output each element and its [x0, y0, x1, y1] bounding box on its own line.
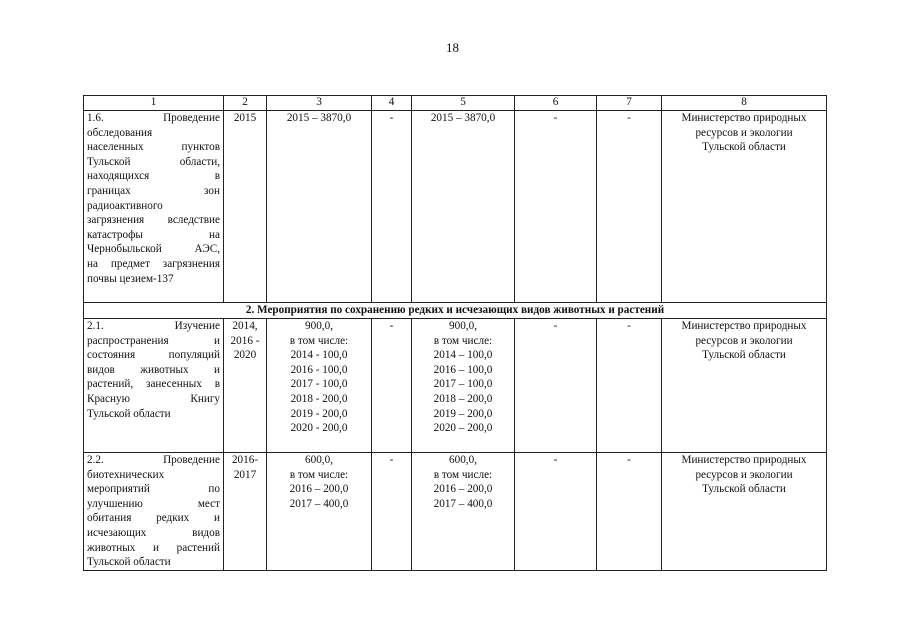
- column-number: 8: [662, 96, 827, 111]
- responsible-executor: [662, 319, 827, 453]
- measure-name-line: животных и растений: [87, 541, 220, 554]
- total-funding: [267, 453, 372, 571]
- measure-name-line: катастрофы на: [87, 228, 220, 241]
- measure-name-line: мероприятий по: [87, 483, 220, 496]
- regional-funding: [412, 111, 515, 303]
- total-funding-line: 2014 - 100,0: [290, 349, 348, 362]
- total-funding-line: 2017 – 400,0: [289, 497, 349, 510]
- local-funding: -: [515, 111, 597, 303]
- measure-name-line: загрязнения вследствие: [87, 214, 220, 227]
- measure-name-line: границах зон: [87, 184, 220, 197]
- page-number: 18: [446, 40, 459, 55]
- measure-name-line: радиоактивного: [87, 199, 163, 212]
- responsible-executor-line: ресурсов и экологии: [695, 468, 793, 481]
- regional-funding-line: 600,0,: [449, 454, 477, 466]
- responsible-executor-line: Тульской области: [702, 349, 786, 362]
- implementation-years-line: 2015: [233, 112, 257, 124]
- measure-name-line: состояния популяций: [87, 349, 220, 362]
- regional-funding-line: 2017 – 100,0: [433, 378, 493, 391]
- total-funding-line: 2020 - 200,0: [290, 422, 348, 435]
- responsible-executor-line: ресурсов и экологии: [695, 126, 793, 139]
- other-funding: -: [597, 319, 662, 453]
- measure-name-line: 2.1. Изучение: [87, 320, 220, 332]
- column-number-header: [84, 96, 827, 111]
- regional-funding: [412, 319, 515, 453]
- measure-name-line: растений, занесенных в: [87, 378, 220, 391]
- responsible-executor-line: Тульской области: [702, 483, 786, 496]
- responsible-executor-line: ресурсов и экологии: [695, 334, 793, 347]
- responsible-executor: [662, 111, 827, 303]
- implementation-years-line: 2014,: [232, 320, 258, 332]
- measure-name: [84, 319, 224, 453]
- measure-name-line: видов животных и: [87, 363, 220, 376]
- total-funding-line: 2016 – 200,0: [289, 483, 349, 496]
- column-number: 4: [372, 96, 412, 111]
- implementation-years-line: 2016 -: [230, 334, 260, 347]
- regional-funding-line: 2020 – 200,0: [433, 422, 493, 435]
- total-funding: [267, 111, 372, 303]
- total-funding-line: 900,0,: [305, 320, 333, 332]
- regional-funding-line: 2014 – 100,0: [433, 349, 493, 362]
- responsible-executor: [662, 453, 827, 571]
- implementation-years-line: 2016-: [231, 454, 259, 466]
- local-funding: -: [515, 319, 597, 453]
- total-funding-line: в том числе:: [289, 468, 349, 481]
- total-funding: [267, 319, 372, 453]
- column-number: 6: [515, 96, 597, 111]
- other-funding: -: [597, 453, 662, 571]
- federal-funding: -: [372, 453, 412, 571]
- total-funding-line: в том числе:: [289, 334, 349, 347]
- measure-name-line: Красную Книгу: [87, 392, 220, 405]
- measure-name-line: улучшению мест: [87, 497, 220, 510]
- measure-name-line: Чернобыльской АЭС,: [87, 243, 220, 256]
- measure-name-line: обследования: [87, 126, 153, 139]
- total-funding-line: 2017 - 100,0: [290, 378, 348, 391]
- local-funding: -: [515, 453, 597, 571]
- section-heading-row: [84, 303, 827, 319]
- measure-name-line: почвы цезием-137: [87, 272, 174, 285]
- measure-name-line: населенных пунктов: [87, 141, 220, 154]
- measure-name-line: 2.2. Проведение: [87, 454, 220, 466]
- responsible-executor-line: Министерство природных: [681, 320, 807, 332]
- table-row: [84, 111, 827, 303]
- measure-name: [84, 111, 224, 303]
- measure-name-line: исчезающих видов: [87, 526, 220, 539]
- measure-name-line: Тульской области: [87, 407, 171, 420]
- implementation-years-line: 2017: [233, 468, 257, 481]
- regional-funding: [412, 453, 515, 571]
- column-number: 2: [224, 96, 267, 111]
- measure-name-line: Тульской области: [87, 556, 171, 569]
- measures-table: [83, 95, 827, 571]
- total-funding-line: 2016 - 100,0: [290, 363, 348, 376]
- regional-funding-line: 2019 – 200,0: [433, 407, 493, 420]
- column-number: 1: [84, 96, 224, 111]
- regional-funding-line: 2017 – 400,0: [433, 497, 493, 510]
- measure-name: [84, 453, 224, 571]
- measure-name-line: находящихся в: [87, 170, 220, 183]
- measure-name-line: обитания редких и: [87, 512, 220, 525]
- implementation-years-line: 2020: [233, 349, 257, 362]
- regional-funding-line: в том числе:: [433, 334, 493, 347]
- responsible-executor-line: Министерство природных: [681, 454, 807, 466]
- measure-name-line: биотехнических: [87, 468, 165, 481]
- implementation-years: [224, 453, 267, 571]
- other-funding: -: [597, 111, 662, 303]
- federal-funding: -: [372, 111, 412, 303]
- measure-name-line: распространения и: [87, 334, 220, 347]
- total-funding-line: 2019 - 200,0: [290, 407, 348, 420]
- regional-funding-line: в том числе:: [433, 468, 493, 481]
- column-number: 5: [412, 96, 515, 111]
- regional-funding-line: 2015 – 3870,0: [430, 112, 496, 124]
- total-funding-line: 600,0,: [305, 454, 333, 466]
- measure-name-line: Тульской области,: [87, 155, 220, 168]
- measure-name-line: 1.6. Проведение: [87, 112, 220, 124]
- column-number: 7: [597, 96, 662, 111]
- measure-name-line: на предмет загрязнения: [87, 257, 220, 270]
- regional-funding-line: 2018 – 200,0: [433, 392, 493, 405]
- total-funding-line: 2015 – 3870,0: [286, 112, 352, 124]
- responsible-executor-line: Министерство природных: [681, 112, 807, 124]
- implementation-years: [224, 111, 267, 303]
- regional-funding-line: 900,0,: [449, 320, 477, 332]
- regional-funding-line: 2016 – 200,0: [433, 483, 493, 496]
- section-heading: 2. Мероприятия по сохранению редких и исчезающих видов животных и растений: [84, 303, 827, 319]
- implementation-years: [224, 319, 267, 453]
- responsible-executor-line: Тульской области: [702, 141, 786, 154]
- column-number: 3: [267, 96, 372, 111]
- regional-funding-line: 2016 – 100,0: [433, 363, 493, 376]
- table-row: [84, 319, 827, 453]
- table-row: [84, 453, 827, 571]
- federal-funding: -: [372, 319, 412, 453]
- total-funding-line: 2018 - 200,0: [290, 392, 348, 405]
